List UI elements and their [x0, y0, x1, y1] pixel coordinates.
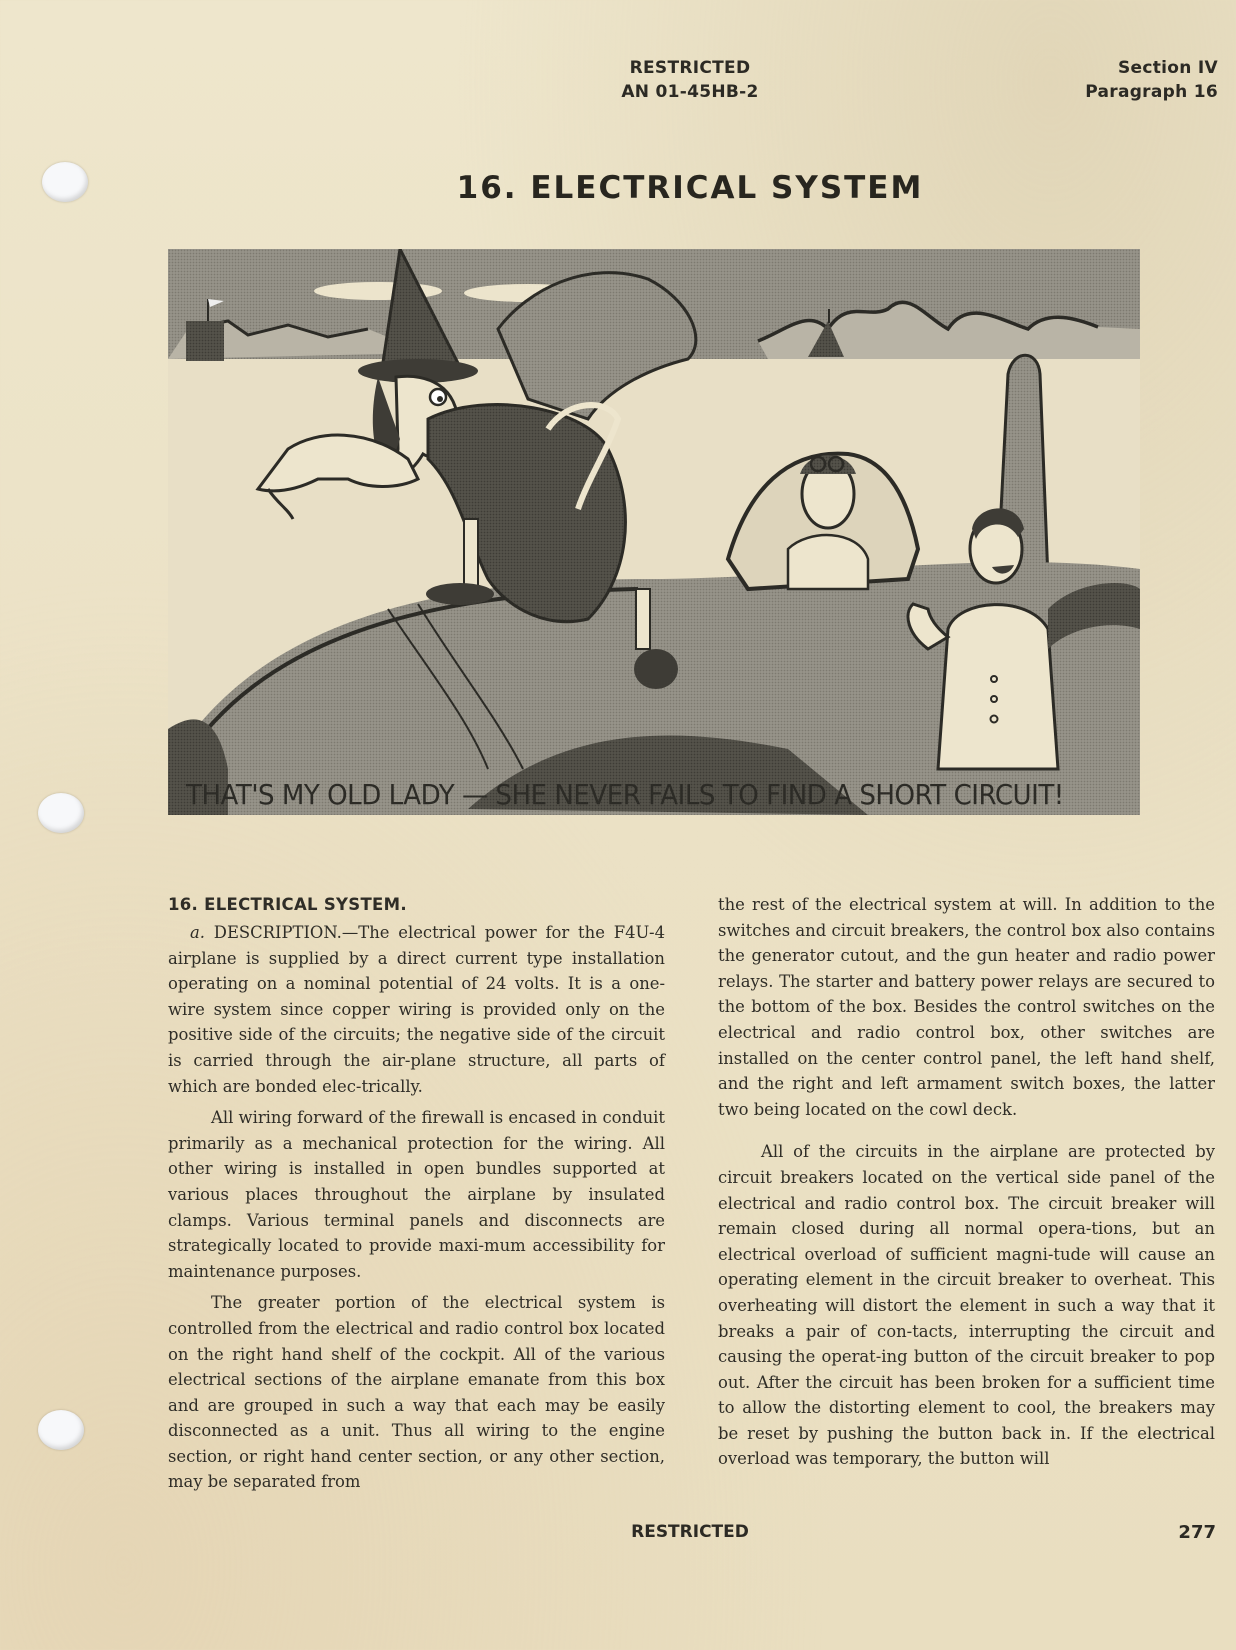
paragraph-circuit-breakers: All of the circuits in the airplane are protected by circuit breakers located on the vertical side panel of the electrical and radio control box. The circuit breaker will remain closed during all normal opera-tions, but an electrical overload of sufficient magni-tude will cause an operating element in the circuit breaker to overheat. This overheating will distort the element in such a way that it breaks a pair of con-tacts, interrupting the circuit and causing the operat-ing button of the circuit breaker to pop out. After the circuit has been broken for a sufficient time to allow the distorting element to cool, the breakers may be reset by pushing the button back in. If the electrical overload was temporary, the button will: [718, 1142, 1215, 1469]
header-section: Section IV: [1118, 58, 1218, 78]
subsection-label: a.: [190, 923, 205, 942]
header-classification: RESTRICTED: [629, 58, 751, 78]
paragraph-text: The electrical power for the F4U-4 airplane is supplied by a direct current type installation operating on a nominal potential of 24 volts. It is a one-wire system since copper wiring is provided only on the positive side of the circuits; the negative side of the circuit is carried through the air-plane structure, all parts of which are bonded elec-trically.: [168, 923, 665, 1096]
paragraph-description: a. DESCRIPTION.—The electrical power for the F4U-4 airplane is supplied by a direct current type installation operating on a nominal potential of 24 volts. It is a one-wire system since copper wiring is provided only on the positive side of the circuits; the negative side of the circuit is carried through the air-plane structure, all parts of which are bonded elec-trically.: [168, 923, 665, 1096]
header-right: [1085, 56, 1218, 104]
right-column: [718, 892, 1215, 1472]
paragraph-continuation: the rest of the electrical system at will. In addition to the switches and circuit breakers, the control box also contains the generator cutout, and the gun heater and radio power relays. The starter and battery power relays are secured to the bottom of the box. Besides the control switches on the electrical and radio control box, other switches are installed on the center control panel, the left hand shelf, and the right and left armament switch boxes, the latter two being located on the cowl deck.: [718, 895, 1215, 1119]
header-center: [560, 56, 820, 104]
header-paragraph: Paragraph 16: [1085, 82, 1218, 102]
paragraph-wiring: All wiring forward of the firewall is encased in conduit primarily as a mechanical protection for the wiring. All other wiring is installed in open bundles supported at various places throughout the airplane by insulated clamps. Various terminal panels and disconnects are strategically located to provide maxi-mum accessibility for maintenance purposes.: [168, 1108, 665, 1281]
header-document-number: AN 01-45HB-2: [621, 82, 759, 102]
punch-hole-bottom: [38, 1410, 84, 1450]
paragraph-control-box: The greater portion of the electrical system is controlled from the electrical and radio control box located on the right hand shelf of the cockpit. All of the various electrical sections of the airplane emanate from this box and are grouped in such a way that each may be easily disconnected as a unit. Thus all wiring to the engine section, or right hand center section, or any other section, may be separated from: [168, 1293, 665, 1492]
footer-classification: RESTRICTED: [631, 1522, 749, 1542]
cartoon-caption: THAT'S MY OLD LADY — SHE NEVER FAILS TO FIND A SHORT CIRCUIT!: [186, 778, 1064, 811]
left-column: [168, 892, 665, 1495]
page-title: 16. ELECTRICAL SYSTEM: [456, 170, 924, 206]
subsection-title: DESCRIPTION.: [213, 923, 342, 942]
cartoon-drawing: [168, 249, 1140, 815]
page-number: 277: [1178, 1522, 1216, 1543]
punch-hole-middle: [38, 793, 84, 833]
section-heading: 16. ELECTRICAL SYSTEM.: [168, 895, 407, 914]
cartoon-illustration: [168, 249, 1140, 815]
